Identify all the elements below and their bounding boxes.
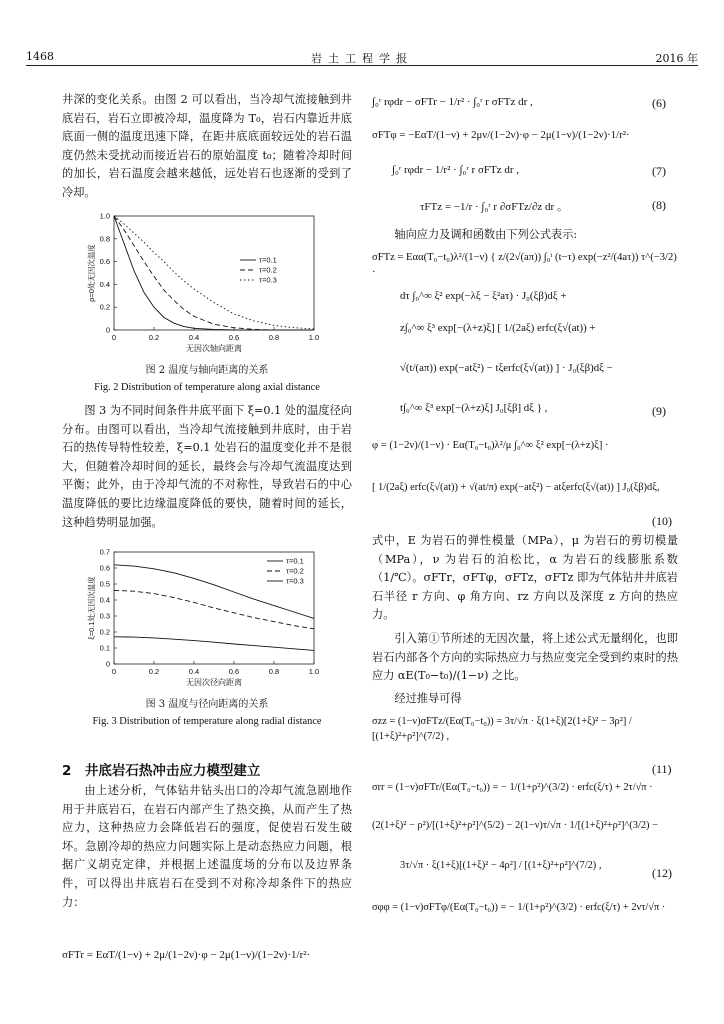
equation-9-number: (9) [652,404,666,418]
legend-label: τ=0.1 [286,556,304,566]
x-tick-label: 0.2 [148,667,160,676]
equation-7a: σFTφ = −EαT/(1−ν) + 2μν/(1−2ν)·φ − 2μ(1−ν)/(1−2ν)·1/r²· [372,129,630,141]
figure-2-caption-cn: 图 2 温度与轴向距离的关系 [145,365,269,376]
equation-sigma-r: σFTr = EαT/(1−ν) + 2μ/(1−2ν)·φ − 2μ(1−ν)/(1−2ν)·1/r²· [62,949,311,961]
x-axis-label: 无因次径向距离 [186,678,242,687]
x-tick-label: 0.8 [268,667,280,676]
equation-8: τFTz = −1/r · ∫₀ʳ r ∂σFTz/∂z dr 。 [420,201,568,213]
left-para-2: 图 3 为不同时间条件井底平面下 ξ=0.1 处的温度径向分布。由图可以看出，当冷却气流接触到井底时，由于岩石的热传导特性较差，ξ=0.1 处岩石的温度变化并不是很大，但随着冷却时间的延长，最终会与冷却气流温度达到平衡；此外，由于冷却气流的不对称性，导致岩石的中心温度降低的要比边缘温度降低的要快，随着时间的延长，这种趋势明显加强。 [62,404,352,529]
equation-6-number: (6) [652,96,666,110]
y-tick-label: 1.0 [99,211,110,221]
equation-12-number: (12) [652,866,672,880]
figure-3-caption-cn: 图 3 温度与径向距离的关系 [145,699,269,710]
plot-frame [114,552,314,664]
axial-intro: 轴向应力及调和函数由下列公式表示: [394,228,578,241]
x-tick-label: 0 [111,667,117,676]
equation-8-number: (8) [652,198,666,212]
plot-frame [114,216,314,330]
equation-9b: dτ ∫₀^∞ ξ² exp(−λξ − ξ²aτ) · J₀(ξβ)dξ + [400,290,567,302]
series-line-1 [114,637,314,651]
y-tick-label: 0.6 [99,563,110,573]
equation-13: σφφ = (1−ν)σFTφ/(Eα(T₀−t₀)) = − 1/(1+ρ²)^(3/2) · erfc(ξ/τ) + 2ντ/√π · [372,902,666,913]
equation-11: σzz = (1−ν)σFTz/(Eα(T₀−t₀)) = 3τ/√π · ξ(1+ξ)[2(1+ξ)² − 3ρ²] / [(1+ξ)²+ρ²]^(7/2) , [372,716,632,742]
figure-2-caption-en: Fig. 2 Distribution of temperature along axial distance [94,382,320,393]
left-para-3: 由上述分析，气体钻井钻头出口的冷却气流急剧地作用于井底岩石，在岩石内部产生了热交换，从而产生了热应力，这种热应力会降低岩石的强度，促使岩石发生破坏。急剧冷却的热应力问题实际上是动态热应力问题，根据广义胡克定律，并根据上述温度场的分布以及边界条件，可以得出井底岩石在受到不对称冷却条件下的热应力： [62,784,352,909]
x-tick-label: 0.4 [188,667,200,676]
x-tick-label: 0.6 [228,667,240,676]
figure-3-caption-en: Fig. 3 Distribution of temperature along radial distance [92,716,322,727]
section-2-title: 2 井底岩石热冲击应力模型建立 [62,763,261,779]
running-header [26,48,698,66]
y-tick-label: 0.4 [99,595,110,605]
x-axis-label: 无因次轴向距离 [186,344,242,353]
x-tick-label: 0.6 [228,333,240,342]
symbols-paragraph: 式中，E 为岩石的弹性模量（MPa），μ 为岩石的剪切模量（MPa），ν 为岩石的泊松比，α 为岩石的线膨胀系数（1/℃）。σFTr，σFTφ，σFTz，σFTz 即为气体钻井井底岩石半径 r 方向、φ 角方向、rz 方向以及深度 z 方向的热应力。 [372,534,678,622]
equation-10-number: (10) [652,514,672,528]
equation-11-number: (11) [652,762,672,776]
y-axis-label: ρ=0处无因次温度 [87,244,96,302]
equation-7b: ∫₀ʳ rφdr − 1/r² · ∫₀ʳ r σFTz dr , [392,164,520,176]
x-tick-label: 0.4 [188,333,200,342]
legend-label: τ=0.2 [286,566,304,576]
y-axis-label: ξ=0.1处无因次温度 [87,576,96,640]
journal-name: 岩土工程学报 [311,52,413,65]
equation-9c: z∫₀^∞ ξ³ exp[−(λ+z)ξ] [ 1/(2aξ) erfc(ξ√(at)) + [400,322,596,334]
equation-12c: 3τ/√π · ξ(1+ξ)[(1+ξ)² − 4ρ²] / [(1+ξ)²+ρ²]^(7/2) , [400,860,602,871]
series-line-2 [114,216,314,330]
y-tick-label: 0.1 [99,643,110,653]
series-line-3 [114,565,314,619]
equation-9d: √(t/(aπ)) exp(−atξ²) − tξerfc(ξ√(at)) ] · J₀(ξβ)dξ − [400,362,613,374]
derivation-lead: 经过推导可得 [394,692,462,705]
y-tick-label: 0.2 [99,627,110,637]
legend-label: τ=0.2 [259,265,277,275]
legend-label: τ=0.1 [259,255,277,265]
legend-label: τ=0.3 [286,576,304,586]
y-tick-label: 0 [105,659,110,669]
series-line-2 [114,590,314,628]
y-tick-label: 0.7 [99,547,110,557]
x-tick-label: 0 [111,333,117,342]
x-tick-label: 0.8 [268,333,280,342]
x-tick-label: 0.2 [148,333,160,342]
dimensionless-intro: 引入第①节所述的无因次量，将上述公式无量纲化，也即岩石内部各个方向的实际热应力与热应变完全受到约束时的热应力 αE(T₀−t₀)/(1−ν) 之比。 [372,632,678,683]
y-tick-label: 0.8 [99,234,110,244]
figure-3-chart [62,544,352,692]
y-tick-label: 0.6 [99,257,110,267]
equation-10b: [ 1/(2aξ) erfc(ξ√(at)) + √(at/π) exp(−atξ²) − atξerfc(ξ√(at)) ] J₀(ξβ)dξ, [372,482,660,493]
y-tick-label: 0 [105,325,110,335]
series-line-1 [114,216,314,330]
y-tick-label: 0.4 [99,279,110,289]
equation-9e: t∫₀^∞ ξ³ exp[−(λ+z)ξ] J₀[ξβ] dξ } , [400,402,548,414]
equation-12a: σrr = (1−ν)σFTr/(Eα(T₀−t₀)) = − 1/(1+ρ²)^(3/2) · erfc(ξ/τ) + 2τ/√π · [372,782,653,793]
equation-10a: φ = (1−2ν)/(1−ν) · Eα(T₀−t₀)λ²/μ ∫₀^∞ ξ² exp[−(λ+z)ξ] · [372,440,609,451]
legend-label: τ=0.3 [259,275,277,285]
x-tick-label: 1.0 [308,667,320,676]
equation-9a: σFTz = Eαα(T₀−t₀)λ²/(1−ν) { z/(2√(aπ)) ∫₀ᵗ (t−τ) exp(−z²/(4aτ)) τ^(−3/2) · [372,252,677,278]
x-tick-label: 1.0 [308,333,320,342]
left-para-1: 井深的变化关系。由图 2 可以看出，当冷却气流接触到井底岩石，岩石立即被冷却，温度降为 T₀，岩石内靠近井底底面一侧的温度迅速下降，在距井底底面较远处的岩石温度仍然未受扰动而接近岩石的原始温度 t₀；随着冷却时间的加长，岩石温度会越来越低，远处岩石也逐渐的受到了冷却。 [62,93,352,199]
page-number: 1468 [26,50,54,63]
y-tick-label: 0.5 [99,579,110,589]
y-tick-label: 0.3 [99,611,110,621]
series-line-3 [114,216,314,329]
year: 2016 年 [655,52,698,65]
figure-2-chart [62,208,352,358]
equation-7-number: (7) [652,164,666,178]
y-tick-label: 0.2 [99,302,110,312]
equation-6: ∫₀ʳ rφdr − σFTr − 1/r² · ∫₀ʳ r σFTz dr , [372,96,533,108]
equation-12b: (2(1+ξ)² − ρ²)/[(1+ξ)²+ρ²]^(5/2) − 2(1−ν)τ/√π · 1/[(1+ξ)²+ρ²]^(3/2) − [372,820,658,831]
